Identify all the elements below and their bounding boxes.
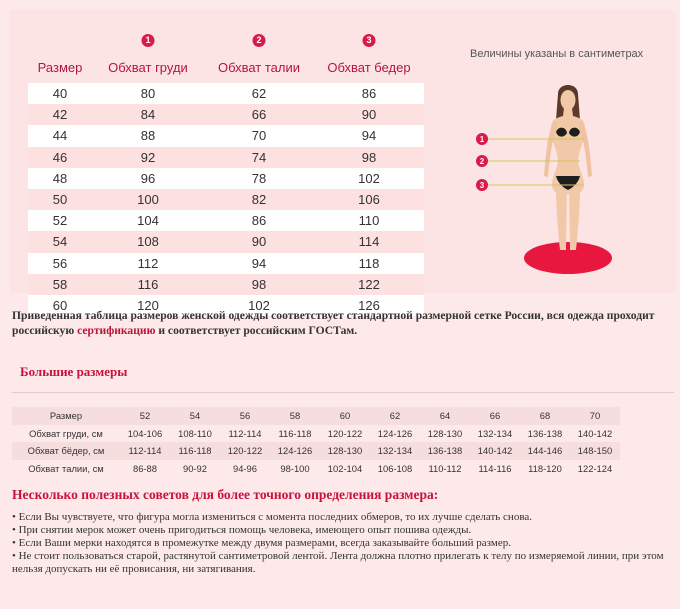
legs-shape — [556, 188, 580, 250]
table-row — [28, 274, 424, 295]
cell-bust: 120 — [92, 295, 204, 316]
table-cell: 64 — [420, 407, 470, 425]
table-cell: 58 — [270, 407, 320, 425]
cell-hips: 118 — [314, 253, 424, 274]
cell-hips: 110 — [314, 210, 424, 231]
table-cell: 70 — [570, 407, 620, 425]
cell-size: 44 — [28, 125, 92, 146]
table-row — [28, 168, 424, 189]
cell-waist: 102 — [204, 295, 314, 316]
cell-size: 40 — [28, 83, 92, 104]
head-shape — [561, 90, 576, 110]
big-sizes-table — [12, 407, 620, 477]
cell-hips: 106 — [314, 189, 424, 210]
tips-list — [12, 511, 676, 576]
cell-hips: 94 — [314, 125, 424, 146]
body-measurement-figure — [472, 80, 680, 280]
cell-size: 52 — [28, 210, 92, 231]
table-cell: 120-122 — [220, 442, 270, 460]
list-item: • Не стоит пользоваться старой, растянутой сантиметровой лентой. Лента должна плотно прилегать к телу по измеряемой линии, при этом нельзя допускать ни её провисания, ни затягивания. — [12, 550, 664, 575]
table-row — [12, 460, 620, 478]
table-row — [28, 104, 424, 125]
table-row — [28, 125, 424, 146]
cell-waist: 62 — [204, 83, 314, 104]
list-item: • Если Вы чувствуете, что фигура могла измениться с момента последних обмеров, то их лучше сделать снова. — [12, 511, 532, 523]
cell-size: 54 — [28, 231, 92, 252]
table-cell: 148-150 — [570, 442, 620, 460]
table-cell: 62 — [370, 407, 420, 425]
table-cell: 112-114 — [120, 442, 170, 460]
table-row — [28, 83, 424, 104]
cell-waist: 94 — [204, 253, 314, 274]
divider — [12, 392, 674, 393]
cell-bust: 108 — [92, 231, 204, 252]
table-cell: 52 — [120, 407, 170, 425]
table-row — [12, 425, 620, 443]
table-cell: 56 — [220, 407, 270, 425]
cell-bust: 92 — [92, 147, 204, 168]
cell-bust: 96 — [92, 168, 204, 189]
table-cell: 132-134 — [370, 442, 420, 460]
cell-bust: 112 — [92, 253, 204, 274]
cell-waist: 78 — [204, 168, 314, 189]
cell-size: 50 — [28, 189, 92, 210]
table-cell: 102-104 — [320, 460, 370, 478]
cell-bust: 84 — [92, 104, 204, 125]
table-cell: 116-118 — [270, 425, 320, 443]
cell-waist: 90 — [204, 231, 314, 252]
table-cell: 106-108 — [370, 460, 420, 478]
table-cell: 104-106 — [120, 425, 170, 443]
cell-waist: 66 — [204, 104, 314, 125]
table-cell: 112-114 — [220, 425, 270, 443]
table-cell: 54 — [170, 407, 220, 425]
cell-size: 46 — [28, 147, 92, 168]
cell-hips: 98 — [314, 147, 424, 168]
table-row — [28, 189, 424, 210]
cell-hips: 86 — [314, 83, 424, 104]
row-label: Обхват груди, см — [12, 425, 120, 443]
cell-bust: 116 — [92, 274, 204, 295]
cell-size: 48 — [28, 168, 92, 189]
cell-size: 56 — [28, 253, 92, 274]
table-cell: 122-124 — [570, 460, 620, 478]
list-item: • При снятии мерок может очень пригодиться помощь человека, имеющего опыт пошива одежды. — [12, 524, 472, 536]
table-cell: 132-134 — [470, 425, 520, 443]
cell-hips: 114 — [314, 231, 424, 252]
table-cell: 144-146 — [520, 442, 570, 460]
marker-2-badge: 2 — [253, 34, 266, 47]
cell-waist: 70 — [204, 125, 314, 146]
table-cell: 66 — [470, 407, 520, 425]
cell-bust: 88 — [92, 125, 204, 146]
cell-bust: 100 — [92, 189, 204, 210]
header-hips: 3 Обхват бедер — [327, 35, 411, 75]
certification-link[interactable]: сертификацию — [77, 324, 156, 337]
table-cell: 124-126 — [270, 442, 320, 460]
table-row — [12, 407, 620, 425]
table-row — [28, 253, 424, 274]
header-bust: 1 Обхват груди — [108, 35, 188, 75]
table-row — [28, 210, 424, 231]
header-size: Размер — [37, 60, 83, 75]
marker-2-label: 2 — [479, 157, 485, 166]
table-cell: 140-142 — [470, 442, 520, 460]
table-cell: 108-110 — [170, 425, 220, 443]
intro-text: Приведенная таблица размеров женской одежды соответствует стандартной размерной сетке России, вся одежда проходит российскую сертификацию и соответствует российским ГОСТам. — [12, 309, 655, 337]
table-cell: 136-138 — [420, 442, 470, 460]
table-cell: 60 — [320, 407, 370, 425]
table-cell: 140-142 — [570, 425, 620, 443]
size-table-header-row — [28, 30, 424, 83]
list-item: • Если Ваши мерки находятся в промежутке между двумя размерами, всегда заказывайте больший размер. — [12, 537, 511, 549]
table-row — [28, 231, 424, 252]
table-cell: 98-100 — [270, 460, 320, 478]
row-label: Обхват бёдер, см — [12, 442, 120, 460]
floor-ellipse — [524, 242, 612, 274]
table-row — [28, 147, 424, 168]
cell-size: 58 — [28, 274, 92, 295]
table-cell: 86-88 — [120, 460, 170, 478]
size-chart-panel — [10, 10, 676, 313]
marker-1-label: 1 — [479, 135, 485, 144]
cell-hips: 122 — [314, 274, 424, 295]
table-cell: 128-130 — [320, 442, 370, 460]
cell-waist: 82 — [204, 189, 314, 210]
row-label: Размер — [12, 407, 120, 425]
table-cell: 114-116 — [470, 460, 520, 478]
cell-waist: 74 — [204, 147, 314, 168]
table-cell: 116-118 — [170, 442, 220, 460]
tips-title: Несколько полезных советов для более точного определения размера: — [12, 487, 439, 502]
cell-hips: 102 — [314, 168, 424, 189]
big-sizes-title: Большие размеры — [20, 364, 128, 379]
cell-size: 60 — [28, 295, 92, 316]
table-cell: 94-96 — [220, 460, 270, 478]
cell-waist: 86 — [204, 210, 314, 231]
cell-bust: 104 — [92, 210, 204, 231]
header-waist: 2 Обхват талии — [217, 35, 301, 75]
table-cell: 120-122 — [320, 425, 370, 443]
table-cell: 124-126 — [370, 425, 420, 443]
row-label: Обхват талии, см — [12, 460, 120, 478]
cell-size: 42 — [28, 104, 92, 125]
cell-hips: 90 — [314, 104, 424, 125]
marker-3-badge: 3 — [363, 34, 376, 47]
table-cell: 128-130 — [420, 425, 470, 443]
cell-bust: 80 — [92, 83, 204, 104]
table-cell: 90-92 — [170, 460, 220, 478]
marker-1-badge: 1 — [142, 34, 155, 47]
table-row — [12, 442, 620, 460]
table-cell: 68 — [520, 407, 570, 425]
cell-waist: 98 — [204, 274, 314, 295]
table-cell: 118-120 — [520, 460, 570, 478]
table-cell: 110-112 — [420, 460, 470, 478]
marker-3-label: 3 — [479, 181, 485, 190]
size-table — [28, 30, 424, 316]
table-cell: 136-138 — [520, 425, 570, 443]
cell-hips: 126 — [314, 295, 424, 316]
units-note: Величины указаны в сантиметрах — [470, 48, 644, 60]
